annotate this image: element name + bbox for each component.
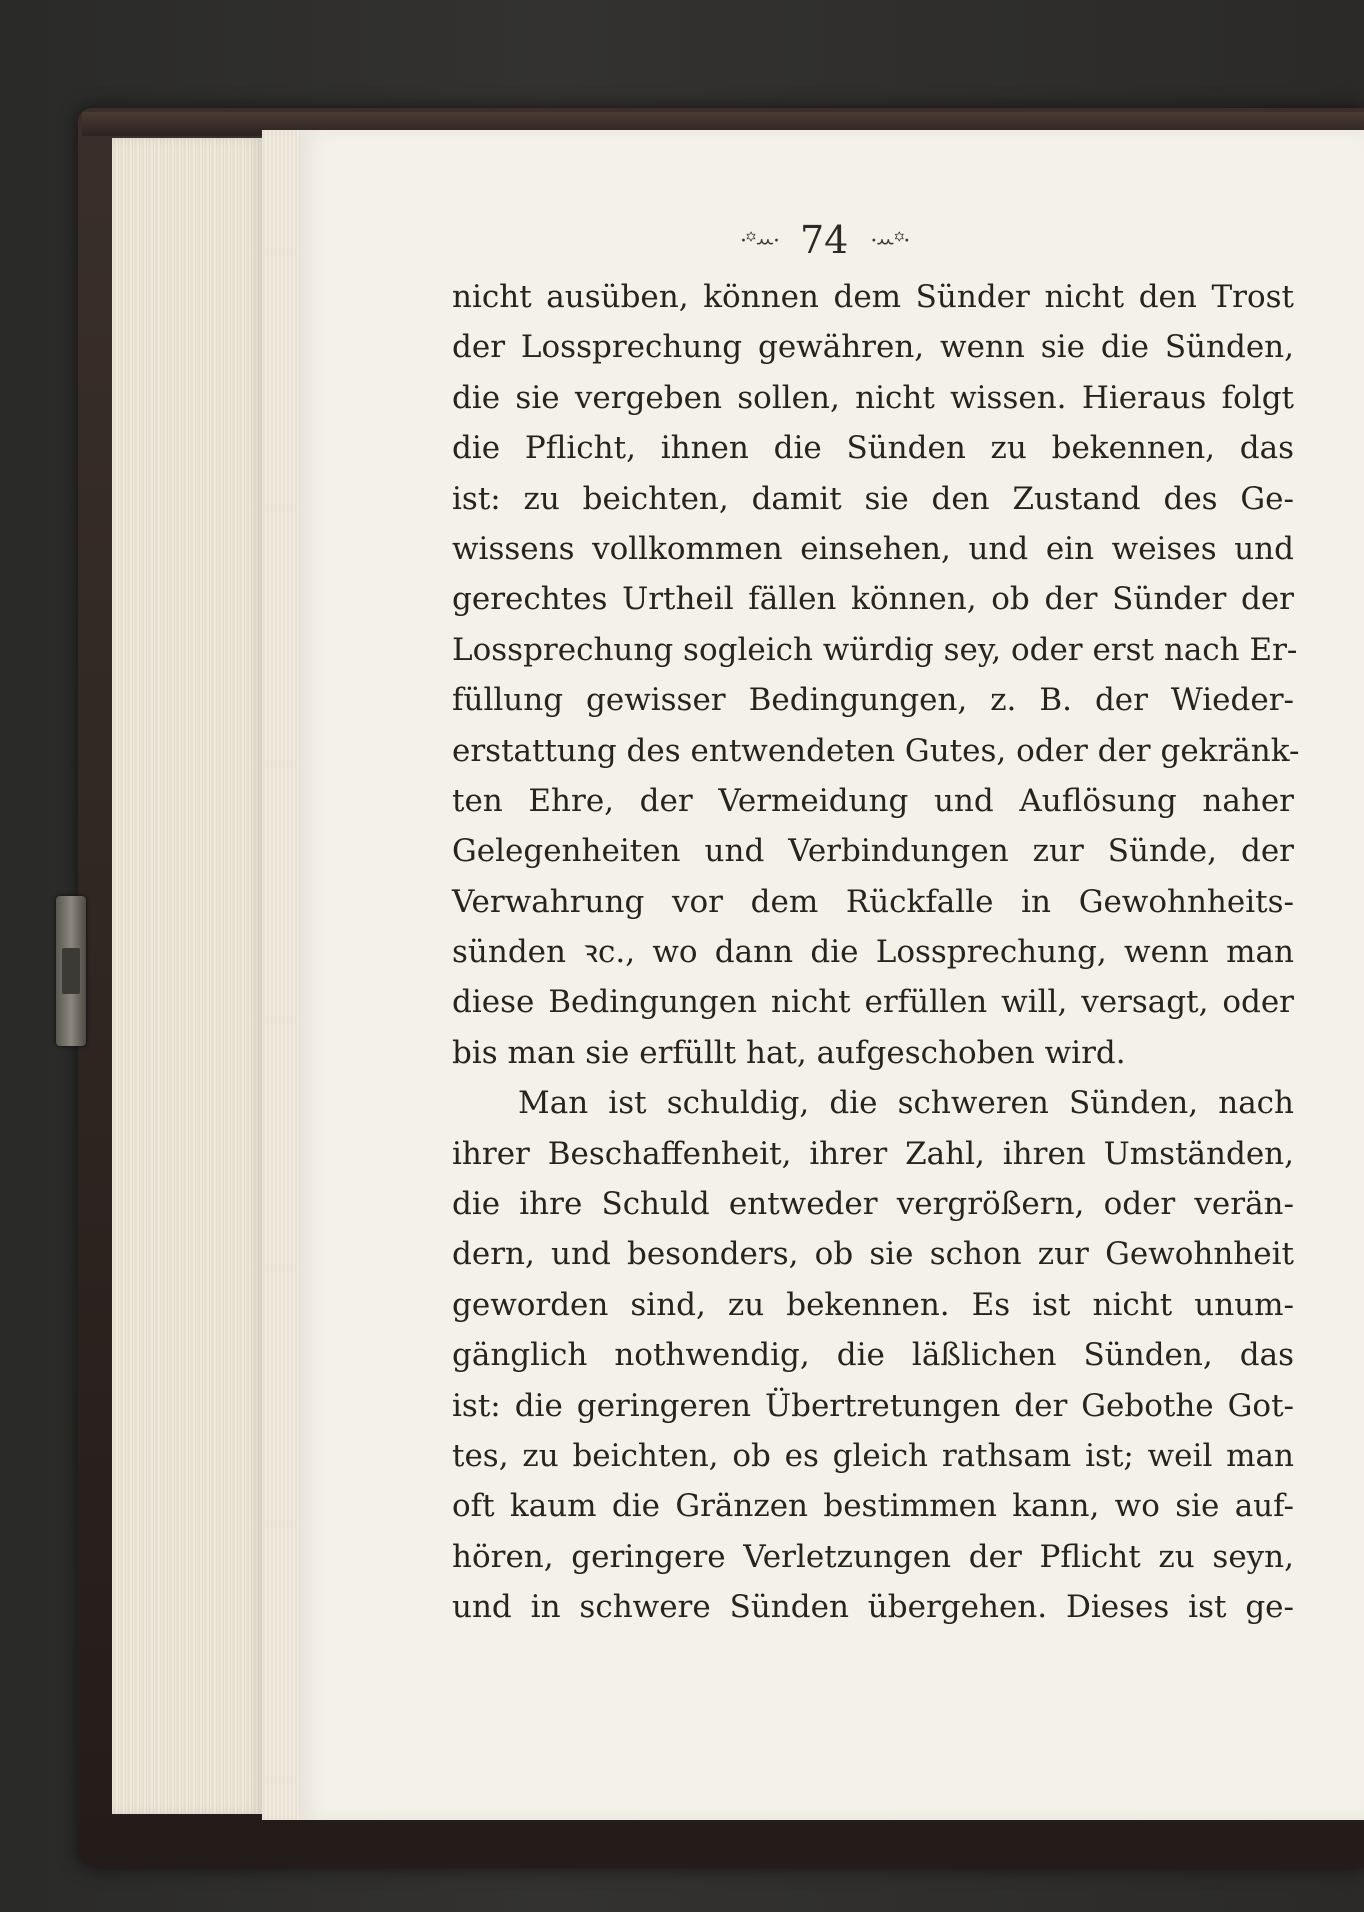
text-line: der Lossprechung gewähren, wenn sie die Sünden, [452,329,1294,366]
text-line: die sie vergeben sollen, nicht wissen. Hieraus folgt [452,379,1294,416]
text-line: ten Ehre, der Vermeidung und Auflösung naher [452,782,1294,819]
text-line: erstattung des entwendeten Gutes, oder der gekränk- [452,732,1300,769]
page-number: 74 [799,218,849,262]
text-line: hören, geringere Verletzungen der Pflicht zu seyn, [452,1538,1294,1575]
page-header [740,218,908,262]
text-line: die ihre Schuld entweder vergrößern, oder verän- [452,1186,1294,1223]
text-line: ist: zu beichten, damit sie den Zustand des Ge- [452,480,1294,517]
text-line: gerechtes Urtheil fällen können, ob der Sünder der [452,581,1294,618]
text-line: dern, und besonders, ob sie schon zur Gewohnheit [452,1236,1294,1273]
text-line: füllung gewisser Bedingungen, z. B. der Wieder- [452,682,1294,719]
header-ornament-right: ·ꕀ꙳· [870,229,909,254]
text-line-paragraph-end: bis man sie erfüllt hat, aufgeschoben wird. [452,1034,1126,1071]
text-line: Verwahrung vor dem Rückfalle in Gewohnheits- [452,883,1294,920]
text-line: geworden sind, zu bekennen. Es ist nicht unum- [452,1286,1294,1323]
text-line: oft kaum die Gränzen bestimmen kann, wo sie auf- [452,1488,1294,1525]
text-line: ist: die geringeren Übertretungen der Gebothe Got- [452,1387,1294,1424]
text-line-paragraph-start: Man ist schuldig, die schweren Sünden, nach [518,1085,1294,1122]
text-line: wissens vollkommen einsehen, und ein weises und [452,530,1294,567]
header-ornament-left: ·꙳ꕀ· [740,229,778,254]
text-line: Lossprechung sogleich würdig sey, oder erst nach Er- [452,631,1298,668]
text-line: und in schwere Sünden übergehen. Dieses ist ge- [452,1589,1294,1626]
text-line: ihrer Beschaffenheit, ihrer Zahl, ihren Umständen, [452,1135,1294,1172]
page-text [452,272,1300,1633]
page-edges-inner [262,130,302,1820]
text-line: Gelegenheiten und Verbindungen zur Sünde, der [452,833,1294,870]
page-edges-left [112,138,262,1814]
text-line: tes, zu beichten, ob es gleich rathsam ist; weil man [452,1437,1294,1474]
text-line: gänglich nothwendig, die läßlichen Sünden, das [452,1337,1294,1374]
book-clasp [56,896,86,1046]
text-line: nicht ausüben, können dem Sünder nicht den Trost [452,279,1294,315]
text-line: sünden ꝛc., wo dann die Lossprechung, wenn man [452,934,1294,971]
text-line: diese Bedingungen nicht erfüllen will, versagt, oder [452,984,1294,1021]
text-line: die Pflicht, ihnen die Sünden zu bekennen, das [452,430,1294,467]
